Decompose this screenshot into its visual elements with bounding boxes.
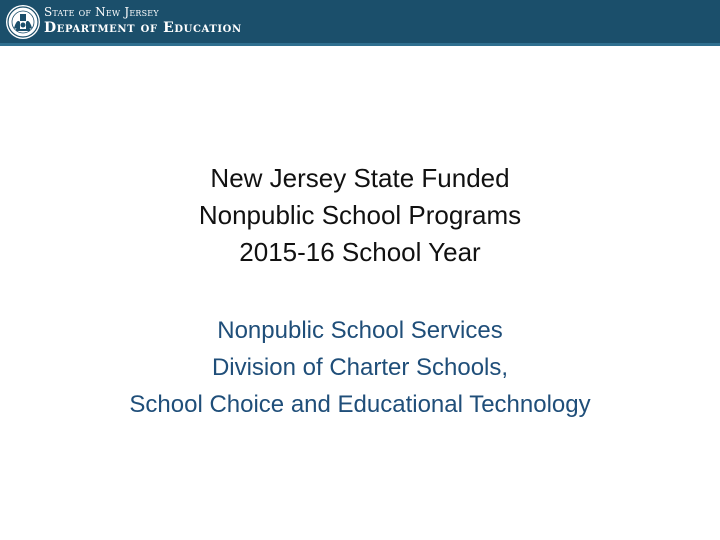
page-subtitle <box>0 312 720 423</box>
subtitle-line-2: Division of Charter Schools, <box>211 354 509 381</box>
header-state-name: State of New Jersey <box>44 5 159 19</box>
title-line-2: Nonpublic School Programs <box>198 200 522 230</box>
title-line-3: 2015-16 School Year <box>239 237 481 267</box>
subtitle-line-3: School Choice and Educational Technology <box>129 391 591 418</box>
subtitle-line-1: Nonpublic School Services <box>217 317 503 344</box>
page-title <box>0 160 720 271</box>
title-line-1: New Jersey State Funded <box>210 163 510 193</box>
header-bar <box>0 0 720 46</box>
nj-state-seal-icon <box>5 4 41 40</box>
agency-name <box>44 6 242 35</box>
header-department-name: Department of Education <box>44 20 242 36</box>
